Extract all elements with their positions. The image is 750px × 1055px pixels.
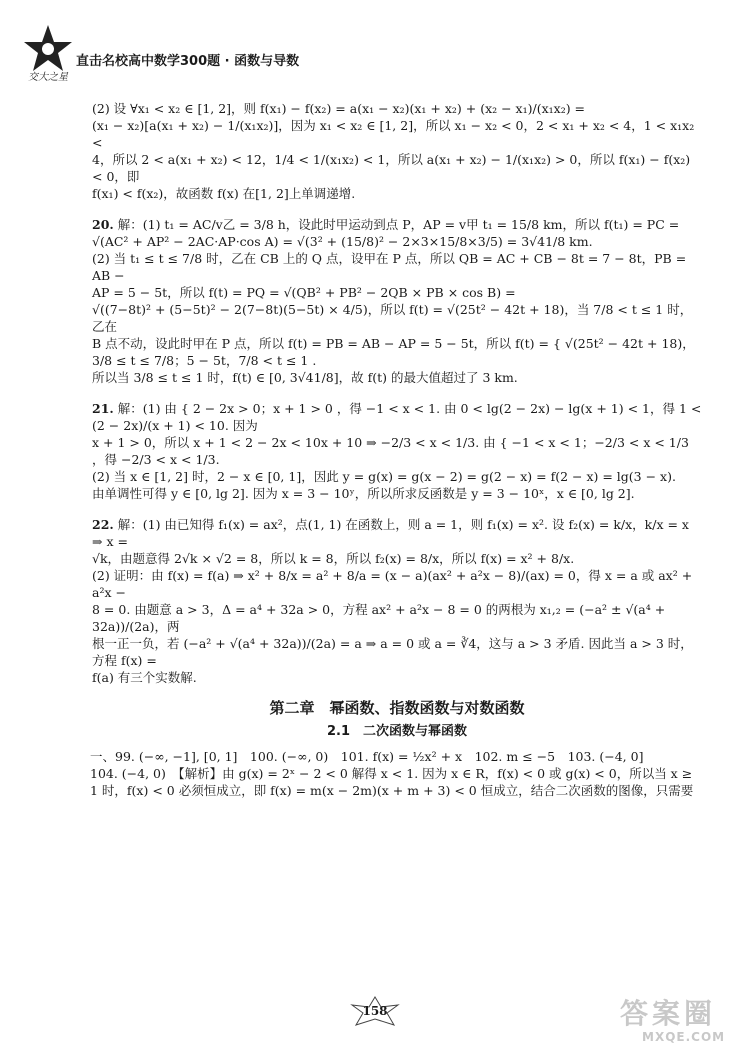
problem-20	[92, 216, 702, 233]
text-line: 解：(1) 由 { 2 − 2x > 0；x + 1 > 0 ，得 −1 < x < 1. 由 0 < lg(2 − 2x) − lg(x + 1) < 1，得 1 < (2 − 2x)/(x + 1) < 10. 因为	[92, 401, 702, 433]
book-title: 直击名校高中数学300题 · 函数与导数	[76, 54, 300, 69]
section-title: 2.1 二次函数与幂函数	[326, 724, 468, 739]
page-header	[22, 20, 342, 83]
text-line: 由单调性可得 y ∈ [0, lg 2]. 因为 x = 3 − 10ʸ，所以所求反函数是 y = 3 − 10ˣ，x ∈ [0, lg 2].	[92, 486, 635, 501]
page-number: 158	[362, 1004, 388, 1018]
problem-21	[92, 400, 702, 434]
text-line: 8 = 0. 由题意 a > 3，Δ = a⁴ + 32a > 0，方程 ax² + a²x − 8 = 0 的两根为 x₁,₂ = (−a² ± √(a⁴ + 32a))/(2a)，两	[92, 602, 666, 634]
problem-number: 22.	[92, 517, 114, 532]
text-line: (2) 证明：由 f(x) = f(a) ⇒ x² + 8/x = a² + 8/a = (x − a)(ax² + a²x − 8)/(ax) = 0，得 x = a 或 ax² + a²x −	[92, 568, 693, 600]
text-line: B 点不动，设此时甲在 P 点，所以 f(t) = PB = AB − AP = 5 − 5t，所以 f(t) = { √(25t² − 42t + 18)，3/8 ≤ t ≤ 7/8；5 − 5t，7/8 < t ≤ 1 .	[92, 336, 695, 368]
text-line: (x₁ − x₂)[a(x₁ + x₂) − 1/(x₁x₂)]，因为 x₁ < x₂ ∈ [1, 2]，所以 x₁ − x₂ < 0，2 < x₁ + x₂ < 4，1 < x₁x₂ <	[92, 118, 695, 150]
text-line: √k，由题意得 2√k × √2 = 8，所以 k = 8，所以 f₂(x) = 8/x，所以 f(x) = x² + 8/x.	[92, 551, 575, 566]
watermark-url: MXQE.COM	[642, 1030, 726, 1044]
problem-number: 21.	[92, 401, 114, 416]
chapter-title: 第二章 幂函数、指数函数与对数函数	[269, 699, 525, 717]
text-line: 4，所以 2 < a(x₁ + x₂) < 12，1/4 < 1/(x₁x₂) < 1，所以 a(x₁ + x₂) − 1/(x₁x₂) > 0，所以 f(x₁) − f(x₂) < 0，即	[92, 152, 691, 184]
problem-22	[92, 516, 702, 550]
text-line: AP = 5 − 5t，所以 f(t) = PQ = √(QB² + PB² − 2QB × PB × cos B) =	[92, 285, 516, 300]
text-line: √(AC² + AP² − 2AC·AP·cos A) = √(3² + (15/8)² − 2×3×15/8×3/5) = 3√41/8 km.	[92, 234, 593, 249]
text-line: 解：(1) t₁ = AC/v乙 = 3/8 h，设此时甲运动到点 P，AP = v甲 t₁ = 15/8 km，所以 f(t₁) = PC =	[117, 217, 680, 232]
text-line: (2) 当 x ∈ [1, 2] 时，2 − x ∈ [0, 1]，因此 y = g(x) = g(x − 2) = g(2 − x) = f(2 − x) = lg(3 − x).	[92, 469, 676, 484]
text-line: √((7−8t)² + (5−5t)² − 2(7−8t)(5−5t) × 4/5)，所以 f(t) = √(25t² − 42t + 18)，当 7/8 < t ≤ 1 时，乙在	[92, 302, 693, 334]
text-line: x + 1 > 0，所以 x + 1 < 2 − 2x < 10x + 10 ⇒ −2/3 < x < 1/3. 由 { −1 < x < 1；−2/3 < x < 1/3 ，得 −2/3 < x < 1/3.	[92, 435, 689, 467]
text-line: 根一正一负，若 (−a² + √(a⁴ + 32a))/(2a) = a ⇒ a = 0 或 a = ∛4，这与 a > 3 矛盾. 因此当 a > 3 时，方程 f(x) =	[92, 636, 693, 668]
text-line: 所以当 3/8 ≤ t ≤ 1 时，f(t) ∈ [0, 3√41/8]，故 f(t) 的最大值超过了 3 km.	[92, 370, 518, 385]
answer-line: 1 时，f(x) < 0 必须恒成立，即 f(x) = m(x − 2m)(x + m + 3) < 0 恒成立，结合二次函数的图像，只需要	[90, 783, 694, 798]
answer-line: 104. (−4, 0) 【解析】由 g(x) = 2ˣ − 2 < 0 解得 x < 1. 因为 x ∈ R，f(x) < 0 或 g(x) < 0，所以当 x ≥	[90, 766, 693, 781]
text-line: 解：(1) 由已知得 f₁(x) = ax²，点(1, 1) 在函数上，则 a = 1，则 f₁(x) = x². 设 f₂(x) = k/x，k/x = x ⇒ x =	[92, 517, 689, 549]
text-line: f(x₁) < f(x₂)，故函数 f(x) 在[1, 2]上单调递增.	[92, 186, 356, 201]
watermark	[612, 990, 742, 1050]
text-line: (2) 设 ∀x₁ < x₂ ∈ [1, 2]，则 f(x₁) − f(x₂) = a(x₁ − x₂)(x₁ + x₂) + (x₂ − x₁)/(x₁x₂) =	[92, 101, 586, 116]
page-content	[92, 100, 702, 799]
page-number-badge	[340, 996, 410, 1028]
watermark-text: 答案圈	[620, 997, 717, 1030]
problem-number: 20.	[92, 217, 114, 232]
answer-line: 一、99. (−∞, −1], [0, 1] 100. (−∞, 0) 101. f(x) = ½x² + x 102. m ≤ −5 103. (−4, 0]	[90, 749, 644, 764]
text-line: (2) 当 t₁ ≤ t ≤ 7/8 时，乙在 CB 上的 Q 点，设甲在 P 点，所以 QB = AC + CB − 8t = 7 − 8t，PB = AB −	[92, 251, 687, 283]
text-line: f(a) 有三个实数解.	[92, 670, 197, 685]
logo-text: 交大之星	[28, 72, 68, 83]
